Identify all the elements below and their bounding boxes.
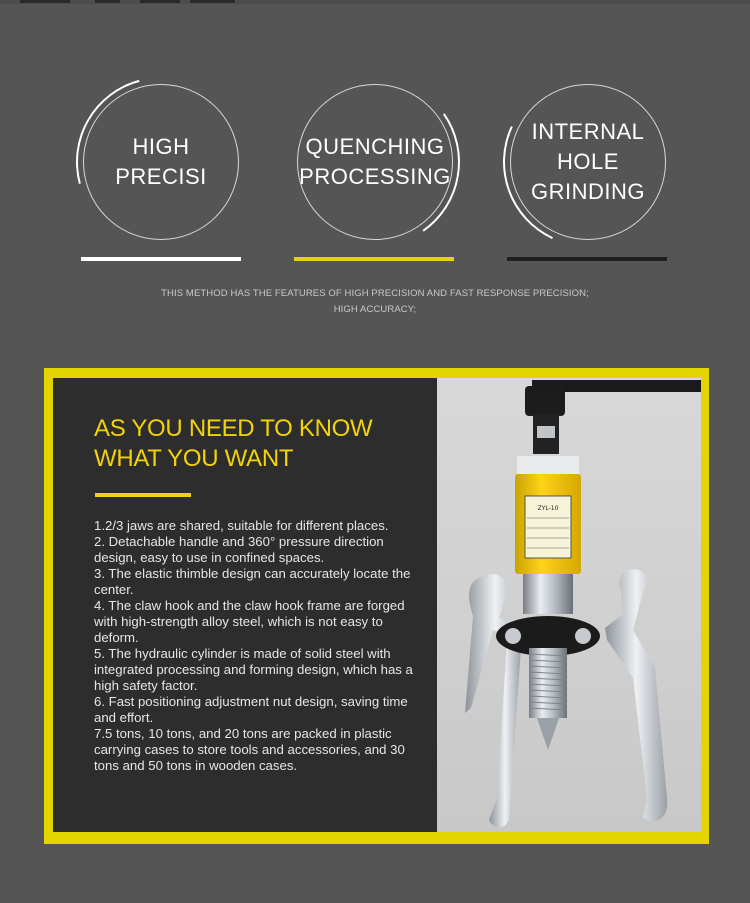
- threaded-screw: [529, 648, 567, 718]
- feature-point: 1.2/3 jaws are shared, suitable for different places.: [94, 518, 389, 533]
- feature-point: 2. Detachable handle and 360° pressure direction design, easy to use in confined spaces.: [94, 534, 384, 565]
- feature-label: HIGH PRECISI: [115, 134, 207, 189]
- feature-point: 3. The elastic thimble design can accurately locate the center.: [94, 566, 411, 597]
- panel-heading-line2: WHAT YOU WANT: [94, 445, 294, 472]
- feature-underline-black: [507, 257, 667, 261]
- jaw-right: [605, 569, 667, 821]
- feature-circle: [297, 84, 453, 240]
- top-fitting: [525, 386, 565, 416]
- top-strip-mark: [140, 0, 180, 3]
- top-strip-mark: [190, 0, 235, 3]
- label-model-text: ZYL-10: [537, 505, 559, 512]
- top-strip-mark: [95, 0, 120, 3]
- feature-points-list: [94, 518, 424, 774]
- feature-underline-white: [81, 257, 241, 261]
- feature-point: 6. Fast positioning adjustment nut design, saving time and effort.: [94, 694, 408, 725]
- jaw-front-left: [489, 640, 521, 827]
- connector-ring: [537, 426, 555, 438]
- panel-heading: [94, 414, 414, 474]
- feature-label: INTERNAL HOLE GRINDING: [531, 119, 645, 204]
- feature-circle: [510, 84, 666, 240]
- top-strip: [0, 0, 750, 4]
- top-strip-mark: [20, 0, 70, 3]
- steel-sleeve: [523, 574, 573, 614]
- feature-point: 5. The hydraulic cylinder is made of solid steel with integrated processing and forming design, which has a high safety factor.: [94, 646, 413, 693]
- heading-accent-bar: [95, 493, 191, 497]
- feature-underline-yellow: [294, 257, 454, 261]
- thimble-tip: [537, 718, 559, 750]
- cylinder-cap: [517, 456, 579, 474]
- product-photo: [437, 378, 701, 832]
- frame-bolt: [505, 628, 521, 644]
- feature-point: 4. The claw hook and the claw hook frame are forged with high-strength alloy steel, which is not easy to deform.: [94, 598, 405, 645]
- feature-circle: [83, 84, 239, 240]
- panel-heading-line1: AS YOU NEED TO KNOW: [94, 415, 373, 442]
- method-description: THIS METHOD HAS THE FEATURES OF HIGH PRECISION AND FAST RESPONSE PRECISION; HIGH ACCURACY;: [161, 288, 589, 315]
- frame-bolt: [575, 628, 591, 644]
- feature-label: QUENCHING PROCESSING: [299, 134, 451, 189]
- hydraulic-puller-illustration: [437, 378, 701, 832]
- feature-point: 7.5 tons, 10 tons, and 20 tons are packed in plastic carrying cases to store tools and accessories, and 30 tons and 50 tons in wooden cases.: [94, 726, 405, 773]
